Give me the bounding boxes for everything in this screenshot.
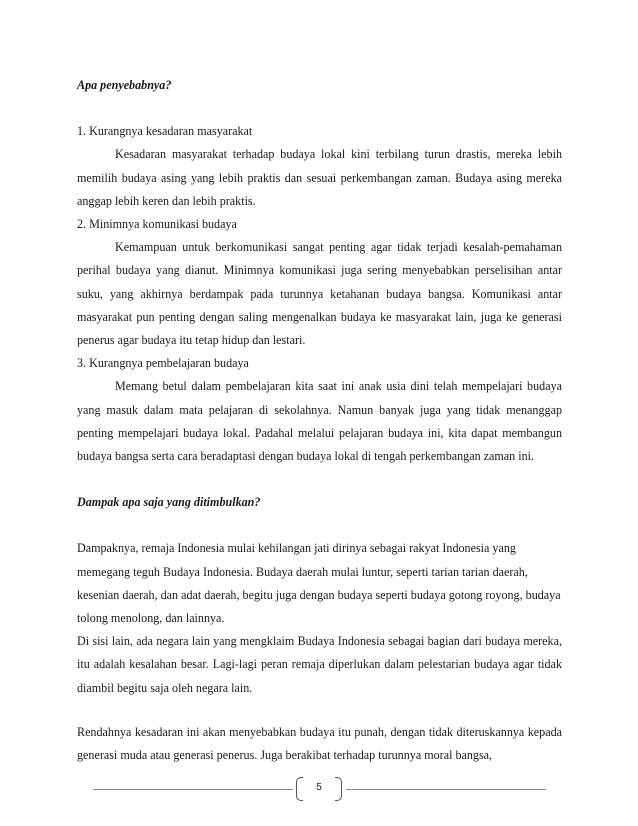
footer-bracket-left bbox=[296, 777, 303, 801]
spacer bbox=[77, 468, 562, 491]
footer-bracket-right bbox=[335, 777, 342, 801]
footer-rule-left bbox=[93, 789, 293, 790]
cause-3-title: 3. Kurangnya pembelajaran budaya bbox=[77, 356, 249, 371]
cause-3-text: Memang betul dalam pembelajaran kita saat ini anak usia dini telah mempelajari budaya yang masuk dalam mata pelajaran di sekolahnya. Namun banyak juga yang tidak menanggap penting mempelajari budaya lokal. Padahal melalui pelajaran budaya ini, kita dapat membangun budaya bangsa serta cara beradaptasi dengan budaya lokal di tengah perkembangan zaman ini. bbox=[77, 379, 562, 464]
impact-paragraph-1: Dampaknya, remaja Indonesia mulai kehilangan jati dirinya sebagai rakyat Indonesia yang memegang teguh Budaya Indonesia. Budaya daerah mulai luntur, seperti tarian tarian daerah, kesenian daerah, dan adat daerah, begitu juga dengan budaya seperti budaya gotong royong, budaya tolong menolong, dan lainnya. bbox=[77, 541, 561, 626]
impact-paragraph-3: Rendahnya kesadaran ini akan menyebabkan budaya itu punah, dengan tidak diteruskannya kepada generasi muda atau generasi penerus. Juga berakibat terhadap turunnya moral bangsa, bbox=[77, 724, 562, 763]
impact-paragraph-2: Di sisi lain, ada negara lain yang mengklaim Budaya Indonesia sebagai bagian dari budaya mereka, itu adalah kesalahan besar. Lagi-lagi peran remaja diperlukan dalam pelestarian budaya agar tidak diambil begitu saja oleh negara lain. bbox=[77, 634, 562, 695]
section-heading-causes: Apa penyebabnya? bbox=[77, 78, 172, 92]
page-number: 5 bbox=[316, 782, 322, 793]
cause-2-text: Kemampuan untuk berkomunikasi sangat penting agar tidak terjadi kesalah-pemahaman perihal budaya yang dianut. Minimnya komunikasi juga sering menyebabkan perselisihan antar suku, yang akhirnya berdampak pada turunnya ketahanan budaya bangsa. Komunikasi antar masyarakat pun penting dengan saling mengenalkan budaya ke masyarakat lain, juga ke generasi penerus agar budaya itu tetap hidup dan lestari. bbox=[77, 240, 562, 348]
spacer bbox=[77, 514, 562, 537]
section-heading-impacts: Dampak apa saja yang ditimbulkan? bbox=[77, 495, 261, 510]
page-content bbox=[77, 74, 562, 767]
cause-2-title: 2. Minimnya komunikasi budaya bbox=[77, 217, 237, 232]
cause-1-text: Kesadaran masyarakat terhadap budaya lokal kini terbilang turun drastis, mereka lebih memilih budaya asing yang lebih praktis dan sesuai perkembangan zaman. Budaya asing mereka anggap lebih keren dan lebih praktis. bbox=[77, 147, 562, 208]
spacer bbox=[77, 700, 562, 721]
spacer bbox=[77, 97, 562, 120]
footer-rule-right bbox=[346, 789, 546, 790]
page-footer bbox=[93, 777, 546, 803]
cause-1-title: 1. Kurangnya kesadaran masyarakat bbox=[77, 124, 253, 139]
